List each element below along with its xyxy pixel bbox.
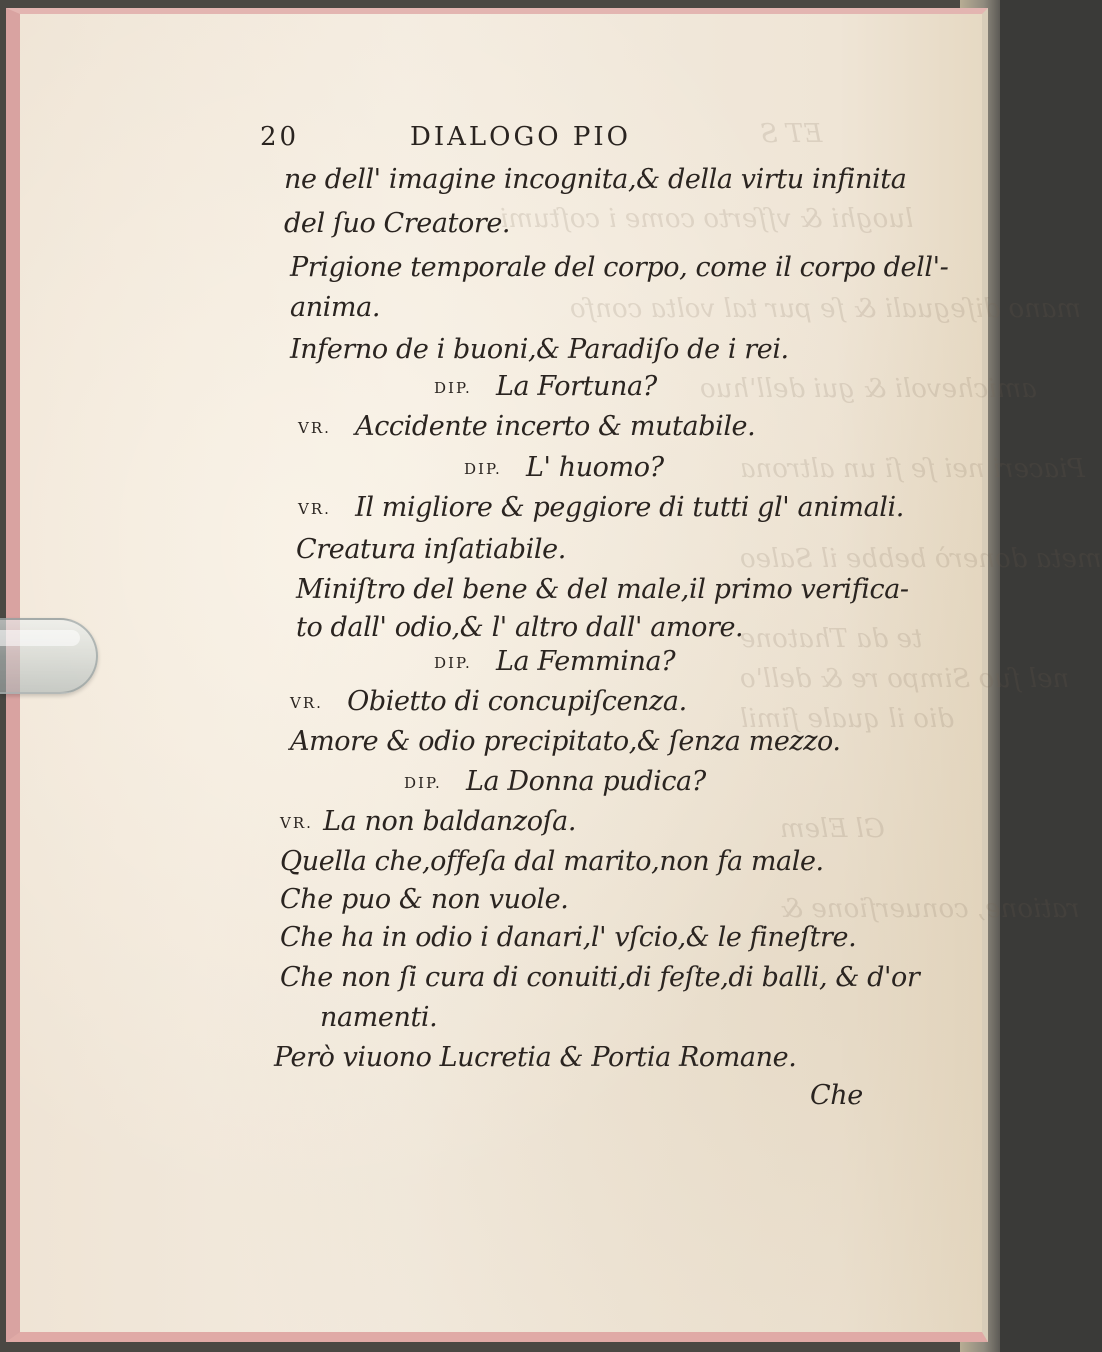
dialogue-line [434,371,657,402]
speaker-label: DIP. [434,654,472,672]
running-title: DIALOGO PIO [410,122,631,152]
text-line [284,164,906,195]
dialogue-line [298,492,904,523]
plastic-page-clip [0,618,98,694]
line-text: La Donna pudica? [465,766,706,797]
speaker-label: DIP. [434,379,472,397]
line-text: La Femmina? [495,646,676,677]
speaker-label: VR. [298,500,331,518]
text-line [296,574,909,605]
dialogue-line [298,411,755,442]
line-text: Amore & odio precipitato,& ſenza mezzo. [290,726,841,757]
text-line [284,208,510,239]
line-text: Che non ſi cura di conuiti,di feſte,di balli, & d'or [280,962,920,993]
line-text: La Fortuna? [495,371,657,402]
speaker-label: VR. [298,419,331,437]
text-line [280,962,919,993]
dialogue-line [464,452,664,483]
text-line [280,884,568,915]
text-line [290,252,948,283]
line-text: Accidente incerto & mutabile. [355,411,756,442]
page-number: 20 [260,122,300,152]
bleed-through-texture: ET S luoghi & vſſerto come i coſtumi mano diſeguali & ſe pur tal volta confo amichevoli & gui dell'huo Piaceri nei ſe ſi un altrona meta donerò bebbe il Saleo te da Thatone nel ſuo Simpo re & dell'o dio il quale ſimil Gl Elem ratione, conuerſione & [500,119,1102,924]
line-text: Però viuono Lucretia & Portia Romane. [274,1042,797,1073]
line-text: ne dell' imagine incognita,& della virtu infinita [284,164,907,195]
speaker-label: DIP. [464,460,502,478]
line-text: Prigione temporale del corpo, come il corpo dell'- [290,252,949,283]
line-text: Creatura inſatiabile. [296,534,566,565]
dialogue-line [404,766,706,797]
page-sheet [6,8,1102,1342]
speaker-label: DIP. [404,774,442,792]
text-line [296,534,566,565]
line-text: Il migliore & peggiore di tutti gl' animali. [355,492,904,523]
dialogue-line [290,686,687,717]
line-text: Miniſtro del bene & del male,il primo verifica- [296,574,909,605]
line-text: to dall' odio,& l' altro dall' amore. [296,612,744,643]
line-text: La non baldanzoſa. [323,806,577,837]
text-line [290,726,841,757]
text-line [290,334,789,365]
line-text: Inferno de i buoni,& Paradiſo de i rei. [290,334,789,365]
line-text: Obietto di concupiſcenza. [347,686,687,717]
line-text: Quella che,offeſa dal marito,non fa male. [280,846,824,877]
speaker-label: VR. [290,694,323,712]
text-line [280,922,856,953]
line-text: L' huomo? [525,452,664,483]
text-line [274,1042,796,1073]
line-text: del ſuo Creatore. [284,208,511,239]
dialogue-line [280,806,576,837]
speaker-label: VR. [280,814,313,832]
catchword: Che [810,1080,863,1111]
text-line [320,1002,437,1033]
dialogue-line [434,646,675,677]
text-line [280,846,824,877]
line-text: anima. [290,292,381,323]
line-text: namenti. [320,1002,438,1033]
clip-highlight [0,630,80,646]
text-line [296,612,743,643]
text-line [290,292,380,323]
line-text: Che ha in odio i danari,l' vſcio,& le fineſtre. [280,922,857,953]
line-text: Che puo & non vuole. [280,884,569,915]
